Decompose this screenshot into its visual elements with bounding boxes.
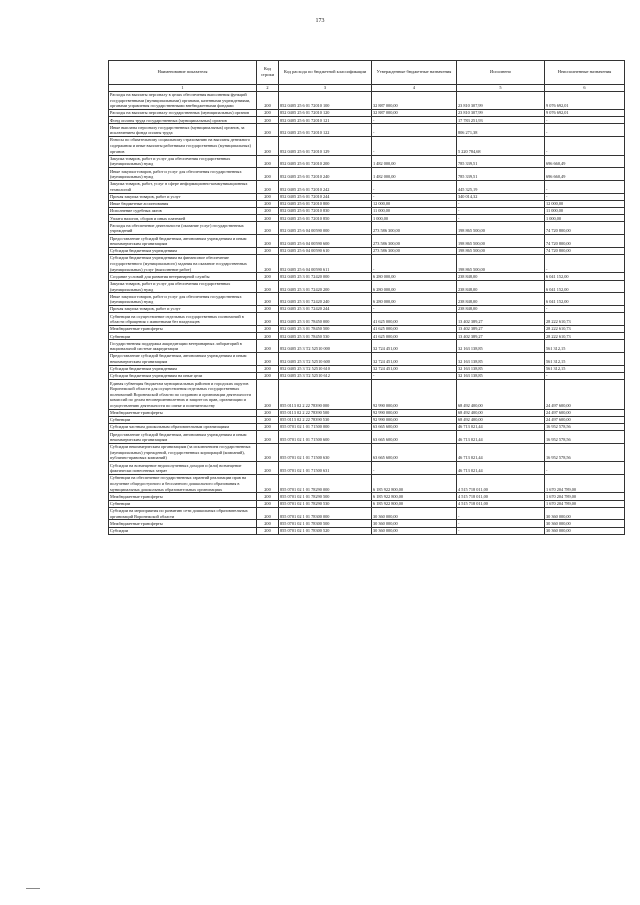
approved-amount-cell: 1 482 000,00 xyxy=(372,155,457,168)
classification-code-cell: 852 0405 25 3 01 72420 200 xyxy=(279,280,372,293)
approved-amount-cell: 92 990 000,00 xyxy=(372,416,457,423)
approved-amount-cell: - xyxy=(372,137,457,155)
table-row xyxy=(109,117,625,124)
approved-amount-cell: 1 482 000,00 xyxy=(372,168,457,181)
table-row xyxy=(109,273,625,280)
unexecuted-amount-cell: 74 720 800,00 xyxy=(545,235,625,248)
unexecuted-amount-cell: - xyxy=(545,462,625,475)
margin-rule xyxy=(26,888,40,889)
line-code-cell: 200 xyxy=(257,462,279,475)
approved-amount-cell: 6 185 922 800,00 xyxy=(372,500,457,507)
classification-code-cell: 852 0405 25 3 01 78450 000 xyxy=(279,313,372,326)
line-code-cell: 200 xyxy=(257,193,279,200)
line-code-cell: 200 xyxy=(257,222,279,235)
unexecuted-amount-cell: 6 041 152,00 xyxy=(545,293,625,306)
approved-amount-cell: 41 625 000,00 xyxy=(372,333,457,340)
row-name-cell: Государственная поддержка аккредитации ветеринарных лабораторий в национальной системе аккредитации xyxy=(109,340,257,353)
row-name-cell: Уплата налогов, сборов и иных платежей xyxy=(109,215,257,222)
approved-amount-cell: 12 000,00 xyxy=(372,200,457,207)
approved-amount-cell: 273 586 300,00 xyxy=(372,235,457,248)
approved-amount-cell: 63 665 600,00 xyxy=(372,431,457,444)
row-name-cell: Межбюджетные трансферты xyxy=(109,409,257,416)
row-name-cell: Субсидии на возмещение недополученных доходов и (или) возмещение фактически понесенных затрат xyxy=(109,462,257,475)
executed-amount-cell: - xyxy=(457,520,545,527)
classification-code-cell: 852 0405 25 3 01 72420 244 xyxy=(279,306,372,313)
approved-amount-cell: 92 990 000,00 xyxy=(372,409,457,416)
table-row xyxy=(109,181,625,194)
page-number: 173 xyxy=(315,18,325,24)
line-code-cell: 200 xyxy=(257,110,279,117)
classification-code-cell: 855 0701 02 1 01 71500 600 xyxy=(279,431,372,444)
table-row xyxy=(109,137,625,155)
table-header-row xyxy=(109,61,625,85)
classification-code-cell: 852 0405 25 3 Т2 52510 610 xyxy=(279,365,372,372)
classification-code-cell: 852 0405 25 6 01 72010 100 xyxy=(279,91,372,109)
classification-code-cell: 852 0405 25 3 01 72420 000 xyxy=(279,273,372,280)
header-executed: Исполнено xyxy=(457,61,545,85)
row-name-cell: Субсидии xyxy=(109,527,257,534)
row-name-cell: Прочая закупка товаров, работ и услуг xyxy=(109,306,257,313)
unexecuted-amount-cell: 24 497 600,00 xyxy=(545,380,625,409)
table-row xyxy=(109,443,625,461)
table-row xyxy=(109,326,625,333)
header-indicator-name: Наименование показателя xyxy=(109,61,257,85)
classification-code-cell: 855 0701 02 1 01 78290 500 xyxy=(279,493,372,500)
row-name-cell: Субсидии бюджетным учреждениям на иные цели xyxy=(109,373,257,380)
executed-amount-cell: 198 865 500,00 xyxy=(457,235,545,248)
table-row xyxy=(109,493,625,500)
unexecuted-amount-cell: 561 312,15 xyxy=(545,340,625,353)
executed-amount-cell: 238 848,00 xyxy=(457,293,545,306)
table-row xyxy=(109,380,625,409)
unexecuted-amount-cell: - xyxy=(545,181,625,194)
classification-code-cell: 852 0405 25 6 01 72010 850 xyxy=(279,215,372,222)
line-code-cell: 200 xyxy=(257,340,279,353)
approved-amount-cell: 63 665 600,00 xyxy=(372,424,457,431)
line-code-cell: 200 xyxy=(257,333,279,340)
classification-code-cell: 852 0405 25 6 04 00590 600 xyxy=(279,235,372,248)
unexecuted-amount-cell: 24 497 600,00 xyxy=(545,409,625,416)
approved-amount-cell: 273 586 300,00 xyxy=(372,222,457,235)
unexecuted-amount-cell: 696 660,49 xyxy=(545,155,625,168)
unexecuted-amount-cell: 12 000,00 xyxy=(545,200,625,207)
executed-amount-cell: 46 713 021,44 xyxy=(457,424,545,431)
unexecuted-amount-cell: - xyxy=(545,255,625,273)
classification-code-cell: 852 0405 25 6 01 72010 800 xyxy=(279,200,372,207)
unexecuted-amount-cell: 74 720 800,00 xyxy=(545,222,625,235)
approved-amount-cell: - xyxy=(372,181,457,194)
approved-amount-cell: - xyxy=(372,255,457,273)
line-code-cell: 200 xyxy=(257,416,279,423)
classification-code-cell: 855 0701 02 1 01 78300 520 xyxy=(279,527,372,534)
classification-code-cell: 852 0405 25 6 01 72010 200 xyxy=(279,155,372,168)
executed-amount-cell: 5 220 784,68 xyxy=(457,137,545,155)
executed-amount-cell: 13 402 389,27 xyxy=(457,313,545,326)
row-name-cell: Предоставление субсидий бюджетным, автономным учреждениям и иным некоммерческим организациям xyxy=(109,431,257,444)
executed-amount-cell: 68 492 400,00 xyxy=(457,416,545,423)
classification-code-cell: 852 0405 25 6 04 00590 610 xyxy=(279,247,372,254)
approved-amount-cell: 30 360 000,00 xyxy=(372,507,457,520)
row-name-cell: Иные бюджетные ассигнования xyxy=(109,200,257,207)
unexecuted-amount-cell: 30 360 000,00 xyxy=(545,527,625,534)
row-name-cell: Предоставление субсидий бюджетным, автономным учреждениям и иным некоммерческим организациям xyxy=(109,235,257,248)
executed-amount-cell: 445 325,19 xyxy=(457,181,545,194)
unexecuted-amount-cell: 28 222 610,73 xyxy=(545,333,625,340)
classification-code-cell: 855 0701 02 1 01 78290 000 xyxy=(279,475,372,493)
executed-amount-cell: 238 848,00 xyxy=(457,280,545,293)
classification-code-cell: 852 0405 25 3 01 78450 530 xyxy=(279,333,372,340)
approved-amount-cell: 6 185 922 800,00 xyxy=(372,475,457,493)
row-name-cell: Иные закупки товаров, работ и услуг для обеспечения государственных (муниципальных) нужд xyxy=(109,293,257,306)
approved-amount-cell: - xyxy=(372,373,457,380)
line-code-cell: 200 xyxy=(257,117,279,124)
line-code-cell: 200 xyxy=(257,181,279,194)
column-number: 3 xyxy=(279,84,372,91)
executed-amount-cell: 32 163 138,85 xyxy=(457,353,545,366)
table-row xyxy=(109,416,625,423)
table-row xyxy=(109,373,625,380)
classification-code-cell: 855 0701 02 1 01 71500 000 xyxy=(279,424,372,431)
table-row xyxy=(109,353,625,366)
row-name-cell: Иные выплаты персоналу государственных (муниципальных) органов, за исключением фонда оплаты труда xyxy=(109,124,257,137)
line-code-cell: 200 xyxy=(257,91,279,109)
unexecuted-amount-cell: 16 952 578,56 xyxy=(545,424,625,431)
table-row xyxy=(109,280,625,293)
table-row xyxy=(109,340,625,353)
executed-amount-cell: 806 271,38 xyxy=(457,124,545,137)
executed-amount-cell: 46 713 021,44 xyxy=(457,462,545,475)
row-name-cell: Исполнение судебных актов xyxy=(109,208,257,215)
executed-amount-cell: 238 848,00 xyxy=(457,306,545,313)
table-row xyxy=(109,313,625,326)
row-name-cell: Субвенции xyxy=(109,333,257,340)
table-row xyxy=(109,124,625,137)
line-code-cell: 200 xyxy=(257,365,279,372)
unexecuted-amount-cell: - xyxy=(545,193,625,200)
classification-code-cell: 855 0701 02 1 01 78300 000 xyxy=(279,507,372,520)
approved-amount-cell: 6 185 922 800,00 xyxy=(372,493,457,500)
table-row xyxy=(109,462,625,475)
unexecuted-amount-cell: 30 360 000,00 xyxy=(545,507,625,520)
row-name-cell: Расходы на обеспечение деятельности (оказание услуг) государственных учреждений xyxy=(109,222,257,235)
line-code-cell: 200 xyxy=(257,137,279,155)
approved-amount-cell: 1 000,00 xyxy=(372,215,457,222)
classification-code-cell: 855 0701 02 1 01 71500 631 xyxy=(279,462,372,475)
unexecuted-amount-cell: - xyxy=(545,373,625,380)
row-name-cell: Субвенции xyxy=(109,500,257,507)
table-row xyxy=(109,520,625,527)
row-name-cell: Расходы на выплаты персоналу государственных (муниципальных) органов xyxy=(109,110,257,117)
header-line-code: Код строки xyxy=(257,61,279,85)
row-name-cell: Иные закупки товаров, работ и услуг для обеспечения государственных (муниципальных) нужд xyxy=(109,168,257,181)
approved-amount-cell: - xyxy=(372,193,457,200)
executed-amount-cell: 198 865 500,00 xyxy=(457,255,545,273)
unexecuted-amount-cell: - xyxy=(545,117,625,124)
line-code-cell: 200 xyxy=(257,443,279,461)
column-number: 2 xyxy=(257,84,279,91)
row-name-cell: Субсидии на мероприятия по развитию сети дошкольных образовательных организаций Воронежской области xyxy=(109,507,257,520)
classification-code-cell: 852 0405 25 6 04 00590 000 xyxy=(279,222,372,235)
row-name-cell: Субсидии бюджетным учреждениям на финансовое обеспечение государственного (муниципального) задания на оказание государственных (муниципальных) услуг (выполнение работ) xyxy=(109,255,257,273)
line-code-cell: 200 xyxy=(257,293,279,306)
line-code-cell: 200 xyxy=(257,215,279,222)
executed-amount-cell: - xyxy=(457,200,545,207)
unexecuted-amount-cell: 28 222 610,73 xyxy=(545,326,625,333)
approved-amount-cell: 41 625 000,00 xyxy=(372,313,457,326)
column-number: 6 xyxy=(545,84,625,91)
column-number: 4 xyxy=(372,84,457,91)
classification-code-cell: 852 0405 25 3 Т2 52510 612 xyxy=(279,373,372,380)
approved-amount-cell: - xyxy=(372,462,457,475)
table-row xyxy=(109,255,625,273)
column-number: 1 xyxy=(109,84,257,91)
executed-amount-cell: 13 402 389,27 xyxy=(457,333,545,340)
executed-amount-cell: - xyxy=(457,527,545,534)
line-code-cell: 200 xyxy=(257,306,279,313)
classification-code-cell: 855 0113 02 2 22 78390 000 xyxy=(279,380,372,409)
executed-amount-cell: 340 014,32 xyxy=(457,193,545,200)
classification-code-cell: 855 0701 02 1 01 78300 500 xyxy=(279,520,372,527)
classification-code-cell: 855 0701 02 1 01 71500 630 xyxy=(279,443,372,461)
table-row xyxy=(109,431,625,444)
row-name-cell: Закупка товаров, работ и услуг для обеспечения государственных (муниципальных) нужд xyxy=(109,155,257,168)
line-code-cell: 200 xyxy=(257,520,279,527)
line-code-cell: 200 xyxy=(257,200,279,207)
executed-amount-cell: 23 810 307,99 xyxy=(457,91,545,109)
executed-amount-cell: 23 810 307,99 xyxy=(457,110,545,117)
row-name-cell: Субвенции xyxy=(109,416,257,423)
column-number-row xyxy=(109,84,625,91)
classification-code-cell: 852 0405 25 6 04 00590 611 xyxy=(279,255,372,273)
row-name-cell: Межбюджетные трансферты xyxy=(109,326,257,333)
table-row xyxy=(109,168,625,181)
table-row xyxy=(109,215,625,222)
line-code-cell: 200 xyxy=(257,353,279,366)
approved-amount-cell: 32 724 451,00 xyxy=(372,353,457,366)
line-code-cell: 200 xyxy=(257,431,279,444)
unexecuted-amount-cell: 1 000,00 xyxy=(545,215,625,222)
row-name-cell: Межбюджетные трансферты xyxy=(109,520,257,527)
row-name-cell: Субсидии некоммерческим организациям (за исключением государственных (муниципальных) учреждений, государственных корпораций (компаний), публично-правовых компаний) xyxy=(109,443,257,461)
executed-amount-cell: 68 492 400,00 xyxy=(457,380,545,409)
line-code-cell: 200 xyxy=(257,409,279,416)
classification-code-cell: 852 0405 25 6 01 72010 830 xyxy=(279,208,372,215)
table-row xyxy=(109,91,625,109)
approved-amount-cell: 32 724 451,00 xyxy=(372,340,457,353)
table-row xyxy=(109,200,625,207)
approved-amount-cell: 41 625 000,00 xyxy=(372,326,457,333)
executed-amount-cell: 198 865 500,00 xyxy=(457,222,545,235)
approved-amount-cell: 32 887 000,00 xyxy=(372,110,457,117)
unexecuted-amount-cell: 16 952 578,56 xyxy=(545,431,625,444)
row-name-cell: Взносы по обязательному социальному страхованию на выплаты денежного содержания и иные выплаты работникам государственных (муниципальных) органов xyxy=(109,137,257,155)
table-row xyxy=(109,235,625,248)
row-name-cell: Межбюджетные трансферты xyxy=(109,493,257,500)
unexecuted-amount-cell: 11 000,00 xyxy=(545,208,625,215)
table-row xyxy=(109,333,625,340)
unexecuted-amount-cell: 24 497 600,00 xyxy=(545,416,625,423)
row-name-cell: Субвенции на осуществление отдельных государственных полномочий в области обращения с животными без владельцев xyxy=(109,313,257,326)
row-name-cell: Субсидии частным дошкольным образовательным организациям xyxy=(109,424,257,431)
line-code-cell: 200 xyxy=(257,280,279,293)
classification-code-cell: 852 0405 25 3 Т2 52510 600 xyxy=(279,353,372,366)
table-row xyxy=(109,293,625,306)
line-code-cell: 200 xyxy=(257,124,279,137)
unexecuted-amount-cell: 6 041 152,00 xyxy=(545,280,625,293)
line-code-cell: 200 xyxy=(257,326,279,333)
line-code-cell: 200 xyxy=(257,527,279,534)
header-classification-code: Код расхода по бюджетной классификации xyxy=(279,61,372,85)
line-code-cell: 200 xyxy=(257,168,279,181)
approved-amount-cell: 273 586 300,00 xyxy=(372,247,457,254)
table-row xyxy=(109,500,625,507)
executed-amount-cell: 198 865 500,00 xyxy=(457,247,545,254)
executed-amount-cell: 785 339,51 xyxy=(457,168,545,181)
row-name-cell: Субсидии бюджетным учреждениям xyxy=(109,247,257,254)
approved-amount-cell: 6 280 000,00 xyxy=(372,273,457,280)
unexecuted-amount-cell: 6 041 152,00 xyxy=(545,273,625,280)
table-row xyxy=(109,507,625,520)
row-name-cell: Субвенции на обеспечение государственных гарантий реализации прав на получение общедоступного и бесплатного дошкольного образования в муниципальных дошкольных образовательных организациях xyxy=(109,475,257,493)
classification-code-cell: 855 0113 02 2 22 78390 500 xyxy=(279,409,372,416)
approved-amount-cell: 6 280 000,00 xyxy=(372,293,457,306)
line-code-cell: 200 xyxy=(257,475,279,493)
header-approved: Утвержденные бюджетные назначения xyxy=(372,61,457,85)
approved-amount-cell: 92 990 000,00 xyxy=(372,380,457,409)
line-code-cell: 200 xyxy=(257,255,279,273)
approved-amount-cell: - xyxy=(372,124,457,137)
table-row xyxy=(109,424,625,431)
line-code-cell: 200 xyxy=(257,373,279,380)
unexecuted-amount-cell: 696 660,49 xyxy=(545,168,625,181)
line-code-cell: 200 xyxy=(257,208,279,215)
classification-code-cell: 852 0405 25 3 Т2 52510 000 xyxy=(279,340,372,353)
column-number: 5 xyxy=(457,84,545,91)
executed-amount-cell: 4 515 718 011,00 xyxy=(457,500,545,507)
row-name-cell: Создание условий для развития ветеринарной службы xyxy=(109,273,257,280)
unexecuted-amount-cell: 561 312,15 xyxy=(545,353,625,366)
classification-code-cell: 852 0405 25 6 01 72010 244 xyxy=(279,193,372,200)
executed-amount-cell: 13 402 389,27 xyxy=(457,326,545,333)
table-row xyxy=(109,193,625,200)
classification-code-cell: 855 0113 02 2 22 78390 530 xyxy=(279,416,372,423)
approved-amount-cell: 11 000,00 xyxy=(372,208,457,215)
unexecuted-amount-cell: 561 312,15 xyxy=(545,365,625,372)
row-name-cell: Прочая закупка товаров, работ и услуг xyxy=(109,193,257,200)
table-row xyxy=(109,110,625,117)
table-row xyxy=(109,409,625,416)
executed-amount-cell: 4 515 718 011,00 xyxy=(457,493,545,500)
classification-code-cell: 852 0405 25 6 01 72010 122 xyxy=(279,124,372,137)
unexecuted-amount-cell: 1 670 204 789,00 xyxy=(545,500,625,507)
approved-amount-cell: 6 280 000,00 xyxy=(372,280,457,293)
row-name-cell: Закупка товаров, работ и услуг для обеспечения государственных (муниципальных) нужд xyxy=(109,280,257,293)
unexecuted-amount-cell: 9 076 692,01 xyxy=(545,91,625,109)
unexecuted-amount-cell: - xyxy=(545,306,625,313)
line-code-cell: 200 xyxy=(257,155,279,168)
approved-amount-cell: 32 887 000,00 xyxy=(372,91,457,109)
table-row xyxy=(109,208,625,215)
unexecuted-amount-cell: 1 670 204 789,00 xyxy=(545,493,625,500)
classification-code-cell: 852 0405 25 6 01 72010 129 xyxy=(279,137,372,155)
line-code-cell: 200 xyxy=(257,247,279,254)
header-unexecuted: Неисполненные назначения xyxy=(545,61,625,85)
row-name-cell: Единая субвенция бюджетам муниципальных районов и городских округов Воронежской области для осуществления отдельных государственных полномочий Воронежской области по созданию и организации деятельности комиссий по делам несовершеннолетних и защите их прав, организации и осуществлению деятельности по опеке и попечительству xyxy=(109,380,257,409)
executed-amount-cell: 4 515 718 011,00 xyxy=(457,475,545,493)
executed-amount-cell: 238 848,00 xyxy=(457,273,545,280)
unexecuted-amount-cell: 16 952 578,56 xyxy=(545,443,625,461)
classification-code-cell: 852 0405 25 6 01 72010 121 xyxy=(279,117,372,124)
executed-amount-cell: 785 339,51 xyxy=(457,155,545,168)
table-row xyxy=(109,222,625,235)
unexecuted-amount-cell: 74 720 800,00 xyxy=(545,247,625,254)
approved-amount-cell: 32 724 451,00 xyxy=(372,365,457,372)
classification-code-cell: 852 0405 25 6 01 72010 240 xyxy=(279,168,372,181)
classification-code-cell: 855 0701 02 1 01 78290 530 xyxy=(279,500,372,507)
row-name-cell: Расходы на выплаты персоналу в целях обеспечения выполнения функций государственными (муниципальными) органами, казенными учреждениями, органами управления государственными внебюджетными фондами xyxy=(109,91,257,109)
executed-amount-cell: - xyxy=(457,507,545,520)
row-name-cell: Субсидии бюджетным учреждениям xyxy=(109,365,257,372)
budget-execution-table xyxy=(108,60,625,535)
executed-amount-cell: - xyxy=(457,215,545,222)
classification-code-cell: 852 0405 25 3 01 72420 240 xyxy=(279,293,372,306)
row-name-cell: Фонд оплаты труда государственных (муниципальных) органов xyxy=(109,117,257,124)
line-code-cell: 200 xyxy=(257,424,279,431)
unexecuted-amount-cell: - xyxy=(545,124,625,137)
table-row xyxy=(109,365,625,372)
executed-amount-cell: - xyxy=(457,208,545,215)
approved-amount-cell: - xyxy=(372,117,457,124)
approved-amount-cell: 30 360 000,00 xyxy=(372,520,457,527)
unexecuted-amount-cell: - xyxy=(545,137,625,155)
executed-amount-cell: 68 492 400,00 xyxy=(457,409,545,416)
row-name-cell: Предоставление субсидий бюджетным, автономным учреждениям и иным некоммерческим организациям xyxy=(109,353,257,366)
unexecuted-amount-cell: 9 076 692,01 xyxy=(545,110,625,117)
executed-amount-cell: 46 713 021,44 xyxy=(457,431,545,444)
classification-code-cell: 852 0405 25 3 01 78450 500 xyxy=(279,326,372,333)
line-code-cell: 200 xyxy=(257,273,279,280)
approved-amount-cell: 63 665 600,00 xyxy=(372,443,457,461)
classification-code-cell: 852 0405 25 6 01 72010 120 xyxy=(279,110,372,117)
executed-amount-cell: 46 713 021,44 xyxy=(457,443,545,461)
executed-amount-cell: 32 163 138,85 xyxy=(457,373,545,380)
table-row xyxy=(109,475,625,493)
line-code-cell: 200 xyxy=(257,500,279,507)
table-body xyxy=(109,91,625,534)
line-code-cell: 200 xyxy=(257,380,279,409)
approved-amount-cell: 30 360 000,00 xyxy=(372,527,457,534)
line-code-cell: 200 xyxy=(257,235,279,248)
table-row xyxy=(109,527,625,534)
executed-amount-cell: 17 783 251,93 xyxy=(457,117,545,124)
table-row xyxy=(109,155,625,168)
unexecuted-amount-cell: 28 222 610,73 xyxy=(545,313,625,326)
table-row xyxy=(109,306,625,313)
executed-amount-cell: 32 163 138,85 xyxy=(457,340,545,353)
classification-code-cell: 852 0405 25 6 01 72010 242 xyxy=(279,181,372,194)
line-code-cell: 200 xyxy=(257,493,279,500)
row-name-cell: Закупка товаров, работ, услуг в сфере информационно-коммуникационных технологий xyxy=(109,181,257,194)
unexecuted-amount-cell: 1 670 204 789,00 xyxy=(545,475,625,493)
line-code-cell: 200 xyxy=(257,507,279,520)
executed-amount-cell: 32 163 138,85 xyxy=(457,365,545,372)
table-row xyxy=(109,247,625,254)
line-code-cell: 200 xyxy=(257,313,279,326)
approved-amount-cell: - xyxy=(372,306,457,313)
unexecuted-amount-cell: 30 360 000,00 xyxy=(545,520,625,527)
